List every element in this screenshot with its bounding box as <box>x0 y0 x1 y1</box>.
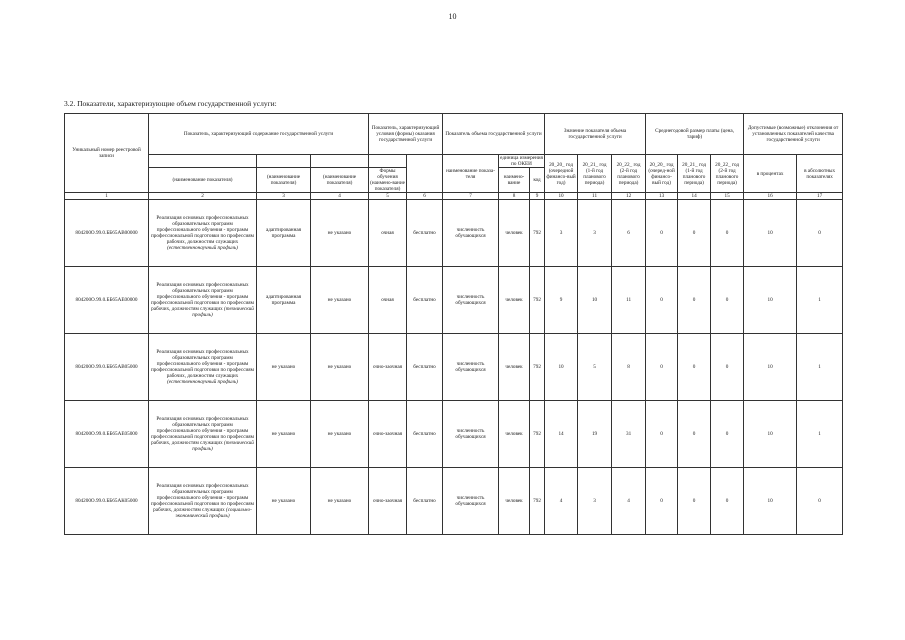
header-unit-name: наимено-вание <box>499 168 530 193</box>
value-year-2: 19 <box>578 401 612 468</box>
service-profile: (естественнонаучный профиль) <box>167 245 238 251</box>
service-description: Реализация основных профессиональных образовательных программ профессионального обучения - программ профессиональной подготовки по профессиям рабочих, должностям служащих <box>151 483 254 513</box>
service-profile: (социально-экономический профиль) <box>175 507 252 519</box>
fee-year-1: 0 <box>646 401 678 468</box>
column-number: 16 <box>744 193 797 200</box>
value-year-1: 3 <box>545 200 578 267</box>
unit-name: человек <box>499 267 530 334</box>
unit-name: человек <box>499 468 530 535</box>
header-content-name-2: (наименование показателя) <box>257 168 311 193</box>
column-number: 2 <box>149 193 257 200</box>
header-indicator-name: наименование показа-теля <box>443 155 499 193</box>
table-row <box>65 267 843 334</box>
column-number: 6 <box>407 193 443 200</box>
service-content <box>149 267 257 334</box>
service-description: Реализация основных профессиональных образовательных программ профессионального обучения - программ профессиональной подготовки по профессиям рабочих, должностям служащих <box>151 349 254 379</box>
registry-number: 804200О.99.0.ББ65АВ05000 <box>65 334 149 401</box>
column-number: 15 <box>711 193 744 200</box>
header-fee-year-3: 20_22_ год (2-й год планового периода) <box>711 155 744 193</box>
header-content-spacer-2 <box>257 155 311 168</box>
unit-name: человек <box>499 334 530 401</box>
value-year-2: 5 <box>578 334 612 401</box>
deviation-absolute: 0 <box>797 200 843 267</box>
header-payment-spacer <box>407 155 443 193</box>
column-number: 3 <box>257 193 311 200</box>
header-value-year-2: 20_21_ год (1-й год планового периода) <box>578 155 612 193</box>
study-form: очно-заочная <box>369 334 407 401</box>
service-content <box>149 334 257 401</box>
content-indicator-3: не указано <box>311 267 369 334</box>
payment-type: бесплатно <box>407 200 443 267</box>
registry-number: 804200О.99.0.ББ65АЕ05000 <box>65 401 149 468</box>
fee-year-1: 0 <box>646 334 678 401</box>
fee-year-3: 0 <box>711 200 744 267</box>
value-year-3: 11 <box>612 267 646 334</box>
deviation-percent: 10 <box>744 200 797 267</box>
header-unit-okei: единица измерения по ОКЕИ <box>500 155 543 167</box>
volume-indicator-name: численность обучающихся <box>443 468 499 535</box>
value-year-2: 10 <box>578 267 612 334</box>
column-number: 9 <box>530 193 545 200</box>
fee-year-2: 0 <box>678 200 711 267</box>
value-year-1: 9 <box>545 267 578 334</box>
column-number: 4 <box>311 193 369 200</box>
deviation-percent: 10 <box>744 468 797 535</box>
header-forma-obucheniya <box>369 168 407 193</box>
header-fee-year-2: 20_21_ год (1-й год планового периода) <box>678 155 711 193</box>
fee-year-2: 0 <box>678 468 711 535</box>
service-description: Реализация основных профессиональных образовательных программ профессионального обучения - программ профессиональной подготовки по профессиям рабочих, должностям служащих <box>151 416 254 446</box>
fee-year-3: 0 <box>711 401 744 468</box>
deviation-absolute: 1 <box>797 267 843 334</box>
fee-year-1: 0 <box>646 200 678 267</box>
header-value-year-1: 20_20_ год (очередной финансо-вый год) <box>545 155 578 193</box>
header-unit-code: код <box>530 168 545 193</box>
header-fee-year-1: 20_20_ год (очеред-ной финансо-вый год) <box>646 155 678 193</box>
volume-indicator-name: численность обучающихся <box>443 334 499 401</box>
deviation-percent: 10 <box>744 267 797 334</box>
unit-code: 792 <box>530 334 545 401</box>
column-number: 13 <box>646 193 678 200</box>
service-content <box>149 200 257 267</box>
payment-type: бесплатно <box>407 267 443 334</box>
value-year-2: 3 <box>578 468 612 535</box>
fee-year-1: 0 <box>646 267 678 334</box>
unit-code: 792 <box>530 468 545 535</box>
volume-indicator-name: численность обучающихся <box>443 200 499 267</box>
deviation-absolute: 0 <box>797 468 843 535</box>
program-type: не указано <box>257 468 311 535</box>
header-deviation-percent: в процентах <box>744 155 797 193</box>
table-row <box>65 401 843 468</box>
column-number: 8 <box>499 193 530 200</box>
content-indicator-3: не указано <box>311 334 369 401</box>
volume-indicator-name: численность обучающихся <box>443 267 499 334</box>
deviation-percent: 10 <box>744 401 797 468</box>
header-volume-indicator: Показатель объема государственной услуги <box>443 114 545 155</box>
header-conditions-spacer <box>369 155 407 168</box>
column-number: 10 <box>545 193 578 200</box>
header-content-name-1: (наименование показателя) <box>149 168 257 193</box>
column-number: 12 <box>612 193 646 200</box>
service-content <box>149 401 257 468</box>
deviation-absolute: 1 <box>797 401 843 468</box>
table-row <box>65 468 843 535</box>
header-registry-number: Уникальный номер реестровой записи <box>65 114 149 193</box>
study-form: очно-заочная <box>369 468 407 535</box>
column-number: 5 <box>369 193 407 200</box>
value-year-2: 3 <box>578 200 612 267</box>
fee-year-1: 0 <box>646 468 678 535</box>
header-forma-label: Формы обучения <box>377 168 398 180</box>
column-number: 1 <box>65 193 149 200</box>
service-profile: (естественнонаучный профиль) <box>167 379 238 385</box>
page-number: 10 <box>448 12 457 21</box>
column-number: 11 <box>578 193 612 200</box>
value-year-3: 4 <box>612 468 646 535</box>
fee-year-2: 0 <box>678 267 711 334</box>
fee-year-2: 0 <box>678 401 711 468</box>
header-value-year-3: 20_22_ год (2-й год планового периода) <box>612 155 646 193</box>
service-profile: (технический профиль) <box>192 440 254 452</box>
header-content-indicator: Показатель, характеризующий содержание государственной услуги <box>149 114 369 155</box>
header-condition-name-1: (наимено-вание показателя) <box>370 180 405 192</box>
fee-year-3: 0 <box>711 267 744 334</box>
service-content <box>149 468 257 535</box>
content-indicator-3: не указано <box>311 468 369 535</box>
column-number: 17 <box>797 193 843 200</box>
payment-type: бесплатно <box>407 401 443 468</box>
program-type: адаптированная программа <box>257 200 311 267</box>
program-type: не указано <box>257 401 311 468</box>
service-profile: (технический профиль) <box>192 306 254 318</box>
header-content-name-3: (наименование показателя) <box>311 168 369 193</box>
value-year-3: 31 <box>612 401 646 468</box>
fee-year-3: 0 <box>711 468 744 535</box>
column-number: 14 <box>678 193 711 200</box>
unit-name: человек <box>499 200 530 267</box>
header-content-spacer-1 <box>149 155 257 168</box>
fee-year-2: 0 <box>678 334 711 401</box>
value-year-1: 4 <box>545 468 578 535</box>
header-volume-values: Значение показателя объема государственной услуги <box>545 114 646 155</box>
content-indicator-3: не указано <box>311 401 369 468</box>
value-year-3: 8 <box>612 334 646 401</box>
header-content-spacer-3 <box>311 155 369 168</box>
program-type: адаптированная программа <box>257 267 311 334</box>
unit-name: человек <box>499 401 530 468</box>
program-type: не указано <box>257 334 311 401</box>
unit-code: 792 <box>530 401 545 468</box>
value-year-3: 6 <box>612 200 646 267</box>
registry-number: 804200О.99.0.ББ65АВ00000 <box>65 200 149 267</box>
service-description: Реализация основных профессиональных образовательных программ профессионального обучения - программ профессиональной подготовки по профессиям рабочих, должностям служащих <box>151 282 254 312</box>
header-allowed-deviation: Допустимые (возможные) отклонения от установленных показателей качества государственной услуги <box>744 114 843 155</box>
study-form: очно-заочная <box>369 401 407 468</box>
header-conditions-indicator: Показатель, характеризующий условия (формы) оказания государственной услуги <box>369 114 443 155</box>
volume-indicator-name: численность обучающихся <box>443 401 499 468</box>
deviation-percent: 10 <box>744 334 797 401</box>
header-average-fee: Среднегодовой размер платы (цена, тариф) <box>646 114 744 155</box>
header-deviation-absolute: в абсолютных показателях <box>797 155 843 193</box>
study-form: очная <box>369 267 407 334</box>
unit-code: 792 <box>530 267 545 334</box>
column-number-row <box>65 193 843 200</box>
table-row <box>65 200 843 267</box>
section-title: 3.2. Показатели, характеризующие объем государственной услуги: <box>64 99 277 108</box>
value-year-1: 14 <box>545 401 578 468</box>
unit-code: 792 <box>530 200 545 267</box>
service-description: Реализация основных профессиональных образовательных программ профессионального обучения - программ профессиональной подготовки по профессиям рабочих, должностям служащих <box>151 215 254 245</box>
volume-indicators-table <box>64 113 843 535</box>
value-year-1: 10 <box>545 334 578 401</box>
registry-number: 804200О.99.0.ББ65АЕ00000 <box>65 267 149 334</box>
deviation-absolute: 1 <box>797 334 843 401</box>
study-form: очная <box>369 200 407 267</box>
content-indicator-3: не указано <box>311 200 369 267</box>
payment-type: бесплатно <box>407 468 443 535</box>
registry-number: 804200О.99.0.ББ65АК05000 <box>65 468 149 535</box>
column-number: 7 <box>443 193 499 200</box>
payment-type: бесплатно <box>407 334 443 401</box>
table-row <box>65 334 843 401</box>
fee-year-3: 0 <box>711 334 744 401</box>
